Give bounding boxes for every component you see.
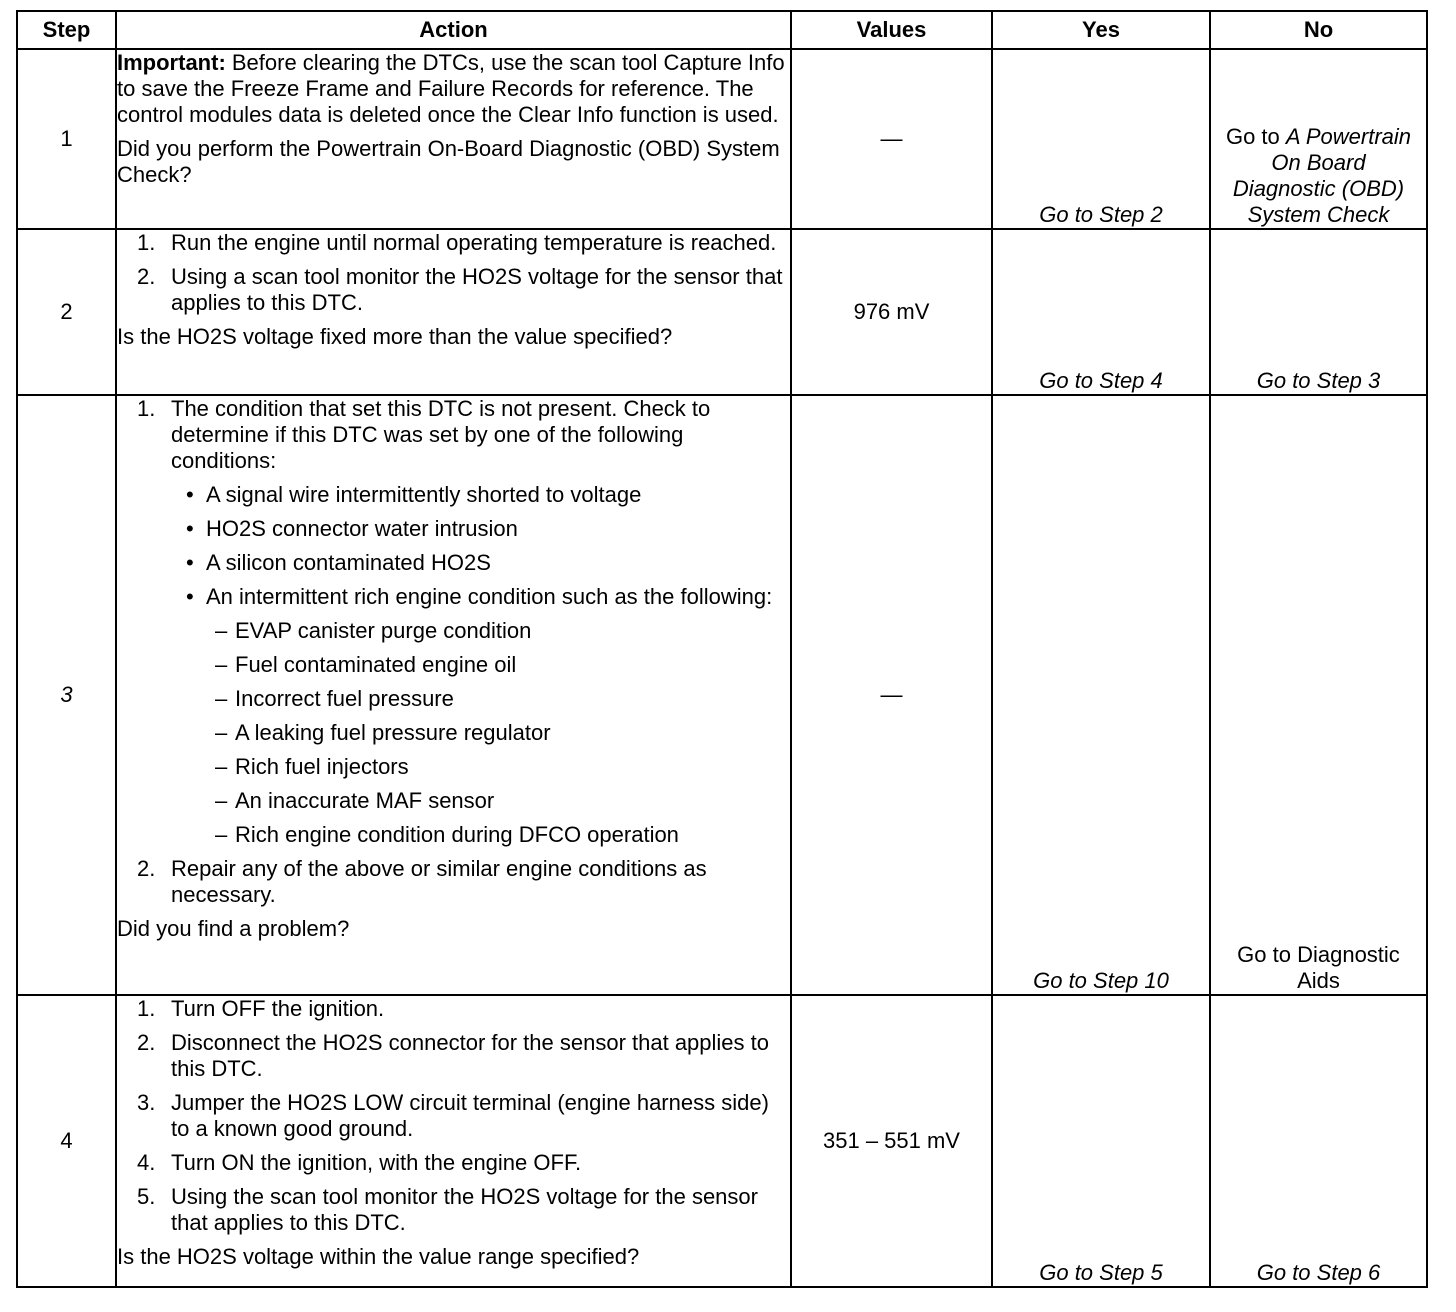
no-prefix: Go to [1225, 124, 1286, 149]
step-number: 4 [17, 995, 116, 1287]
no-cell[interactable] [1210, 49, 1427, 229]
step-question: Is the HO2S voltage fixed more than the value specified? [117, 324, 673, 349]
table-row-step-4 [17, 995, 1427, 1287]
numbered-item: 1. Turn OFF the ignition. [137, 996, 385, 1021]
value-cell: — [791, 49, 992, 229]
important-text: Before clearing the DTCs, use the scan tool Capture Info to save the Freeze Frame and Failure Records for reference. The control modules data is deleted once the Clear Info function is used. [117, 50, 785, 127]
numbered-item: 1. The condition that set this DTC is not present. Check to determine if this DTC was set by one of the following conditions: [137, 396, 711, 473]
bullet-item: • A silicon contaminated HO2S [186, 550, 491, 575]
bullet-item: • A signal wire intermittently shorted to voltage [186, 482, 642, 507]
step-question: Is the HO2S voltage within the value range specified? [117, 1244, 640, 1269]
dash-text: Fuel contaminated engine oil [235, 652, 517, 677]
step-number: 1 [17, 49, 116, 229]
action-cell [116, 995, 791, 1287]
bullet-text: An intermittent rich engine condition such as the following: [206, 584, 773, 609]
action-cell [116, 49, 791, 229]
header-step: Step [17, 11, 116, 49]
bullet-item: • An intermittent rich engine condition such as the following: [186, 584, 773, 609]
bullet-text: HO2S connector water intrusion [206, 516, 518, 541]
value-cell: — [791, 395, 992, 995]
item-text: Using the scan tool monitor the HO2S voltage for the sensor that applies to this DTC. [171, 1184, 758, 1235]
important-label: Important: [117, 50, 226, 75]
dash-text: An inaccurate MAF sensor [235, 788, 495, 813]
numbered-item: 1. Run the engine until normal operating temperature is reached. [137, 230, 777, 255]
yes-link[interactable]: Go to Step 2 [992, 49, 1210, 229]
action-cell [116, 395, 791, 995]
dash-item: – An inaccurate MAF sensor [215, 788, 495, 813]
item-text: Run the engine until normal operating temperature is reached. [171, 230, 777, 255]
item-text: Repair any of the above or similar engine conditions as necessary. [171, 856, 707, 907]
numbered-item: 3. Jumper the HO2S LOW circuit terminal (engine harness side) to a known good ground. [137, 1090, 769, 1141]
value-cell: 351 – 551 mV [791, 995, 992, 1287]
bullet-item: • HO2S connector water intrusion [186, 516, 518, 541]
header-values: Values [791, 11, 992, 49]
item-text: The condition that set this DTC is not present. Check to determine if this DTC was set by one of the following conditions: [171, 396, 711, 473]
yes-link[interactable]: Go to Step 4 [992, 229, 1210, 395]
numbered-item: 4. Turn ON the ignition, with the engine OFF. [137, 1150, 582, 1175]
numbered-item: 2. Using a scan tool monitor the HO2S voltage for the sensor that applies to this DTC. [137, 264, 783, 315]
numbered-item: 2. Repair any of the above or similar engine conditions as necessary. [137, 856, 707, 907]
item-text: Disconnect the HO2S connector for the sensor that applies to this DTC. [171, 1030, 769, 1081]
dash-text: Rich engine condition during DFCO operation [235, 822, 679, 847]
dash-item: – A leaking fuel pressure regulator [215, 720, 551, 745]
no-link-obd-check[interactable]: A Powertrain On Board Diagnostic (OBD) System Check [1232, 124, 1412, 227]
no-link[interactable]: Go to Step 6 [1210, 995, 1427, 1287]
dash-item: – EVAP canister purge condition [215, 618, 532, 643]
dash-text: Rich fuel injectors [235, 754, 409, 779]
yes-link[interactable]: Go to Step 5 [992, 995, 1210, 1287]
bullet-text: A silicon contaminated HO2S [206, 550, 491, 575]
diagnostic-table [16, 10, 1428, 1288]
no-link[interactable]: Go to Step 3 [1210, 229, 1427, 395]
dash-text: EVAP canister purge condition [235, 618, 532, 643]
dash-text: A leaking fuel pressure regulator [235, 720, 551, 745]
dash-item: – Rich fuel injectors [215, 754, 409, 779]
dash-item: – Fuel contaminated engine oil [215, 652, 517, 677]
header-yes: Yes [992, 11, 1210, 49]
header-row [17, 11, 1427, 49]
value-cell: 976 mV [791, 229, 992, 395]
header-no: No [1210, 11, 1427, 49]
step-question: Did you perform the Powertrain On-Board Diagnostic (OBD) System Check? [117, 136, 780, 187]
dash-item: – Incorrect fuel pressure [215, 686, 454, 711]
dash-item: – Rich engine condition during DFCO operation [215, 822, 679, 847]
item-text: Turn ON the ignition, with the engine OFF. [171, 1150, 582, 1175]
table-row-step-1 [17, 49, 1427, 229]
bullet-text: A signal wire intermittently shorted to voltage [206, 482, 642, 507]
no-link[interactable]: Go to Diagnostic Aids [1210, 395, 1427, 995]
numbered-item: 5. Using the scan tool monitor the HO2S voltage for the sensor that applies to this DTC. [137, 1184, 758, 1235]
dash-text: Incorrect fuel pressure [235, 686, 454, 711]
table-row-step-2 [17, 229, 1427, 395]
action-cell [116, 229, 791, 395]
step-number: 2 [17, 229, 116, 395]
table-row-step-3 [17, 395, 1427, 995]
step-question: Did you find a problem? [117, 916, 350, 941]
item-text: Jumper the HO2S LOW circuit terminal (engine harness side) to a known good ground. [171, 1090, 769, 1141]
item-text: Turn OFF the ignition. [171, 996, 385, 1021]
numbered-item: 2. Disconnect the HO2S connector for the sensor that applies to this DTC. [137, 1030, 769, 1081]
yes-link[interactable]: Go to Step 10 [992, 395, 1210, 995]
important-note [117, 50, 790, 128]
header-action: Action [116, 11, 791, 49]
step-number: 3 [17, 395, 116, 995]
item-text: Using a scan tool monitor the HO2S voltage for the sensor that applies to this DTC. [171, 264, 783, 315]
